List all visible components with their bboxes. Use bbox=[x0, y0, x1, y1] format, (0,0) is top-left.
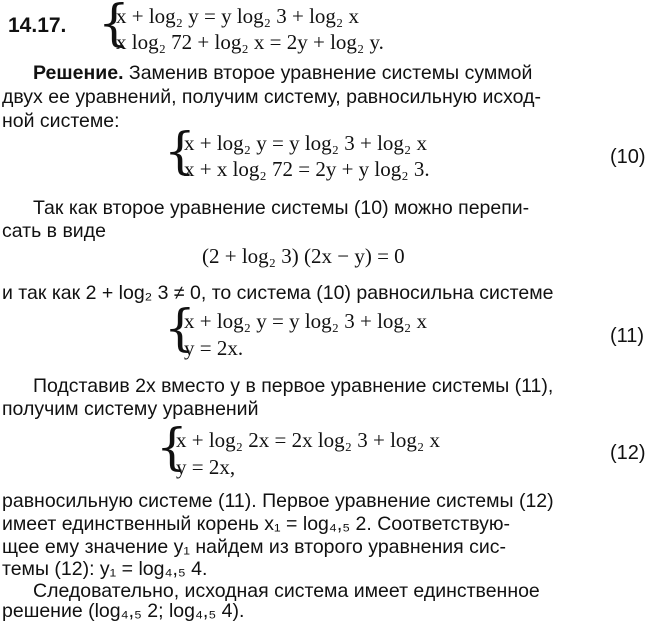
solution-text: Заменив второе уравнение системы суммой bbox=[128, 62, 533, 84]
equation-number-11: (11) bbox=[610, 325, 645, 347]
system10-eq1: x + log₂ y = y log₂ 3 + log₂ x bbox=[184, 131, 427, 155]
system12-brace: { bbox=[156, 418, 188, 476]
para5-line-1: равносильную системе (11). Первое уравнение системы (12) bbox=[2, 490, 554, 512]
system0-eq1: x + log₂ y = y log₂ 3 + log₂ x bbox=[116, 4, 359, 28]
system12-eq2: y = 2x, bbox=[176, 455, 236, 479]
para5-line-2: имеет единственный корень x₁ = log₄,₅ 2. Соответствую- bbox=[2, 513, 511, 535]
para6-line-2: решение (log₄,₅ 2; log₄,₅ 4). bbox=[2, 600, 245, 622]
problem-number: 14.17. bbox=[8, 14, 67, 37]
system0-eq2: x log₂ 72 + log₂ x = 2y + log₂ y. bbox=[116, 30, 384, 54]
system11-eq2: y = 2x. bbox=[184, 336, 244, 360]
solution-line-3: ной системе: bbox=[2, 110, 120, 132]
equation-number-12: (12) bbox=[610, 442, 646, 464]
para4-line-1: Подставив 2x вместо y в первое уравнение системы (11), bbox=[33, 375, 554, 397]
para2-line-2: сать в виде bbox=[2, 220, 106, 242]
solution-line-2: двух ее уравнений, получим систему, равносильную исход- bbox=[2, 86, 541, 108]
system11-brace: { bbox=[164, 299, 196, 357]
para5-line-3: щее ему значение y₁ найдем из второго уравнения сис- bbox=[2, 536, 507, 558]
solution-line-1 bbox=[33, 60, 532, 86]
solution-label: Решение. bbox=[33, 62, 124, 84]
para5-line-4: темы (12): y₁ = log₄,₅ 4. bbox=[2, 558, 208, 580]
system10-eq2: x + x log₂ 72 = 2y + y log₂ 3. bbox=[184, 157, 430, 181]
para4-line-2: получим систему уравнений bbox=[2, 398, 259, 420]
system11-eq1: x + log₂ y = y log₂ 3 + log₂ x bbox=[184, 309, 427, 333]
system-brace: { bbox=[98, 0, 130, 52]
system12-eq1: x + log₂ 2x = 2x log₂ 3 + log₂ x bbox=[176, 428, 440, 452]
para6-line-1: Следовательно, исходная система имеет единственное bbox=[33, 580, 540, 602]
para3-line-1: и так как 2 + log₂ 3 ≠ 0, то система (10) равносильна системе bbox=[2, 282, 554, 304]
para2-line-1: Так как второе уравнение системы (10) можно перепи- bbox=[33, 197, 530, 219]
factored-equation: (2 + log₂ 3) (2x − y) = 0 bbox=[202, 244, 405, 268]
equation-number-10: (10) bbox=[610, 146, 646, 168]
system10-brace: { bbox=[164, 122, 196, 180]
